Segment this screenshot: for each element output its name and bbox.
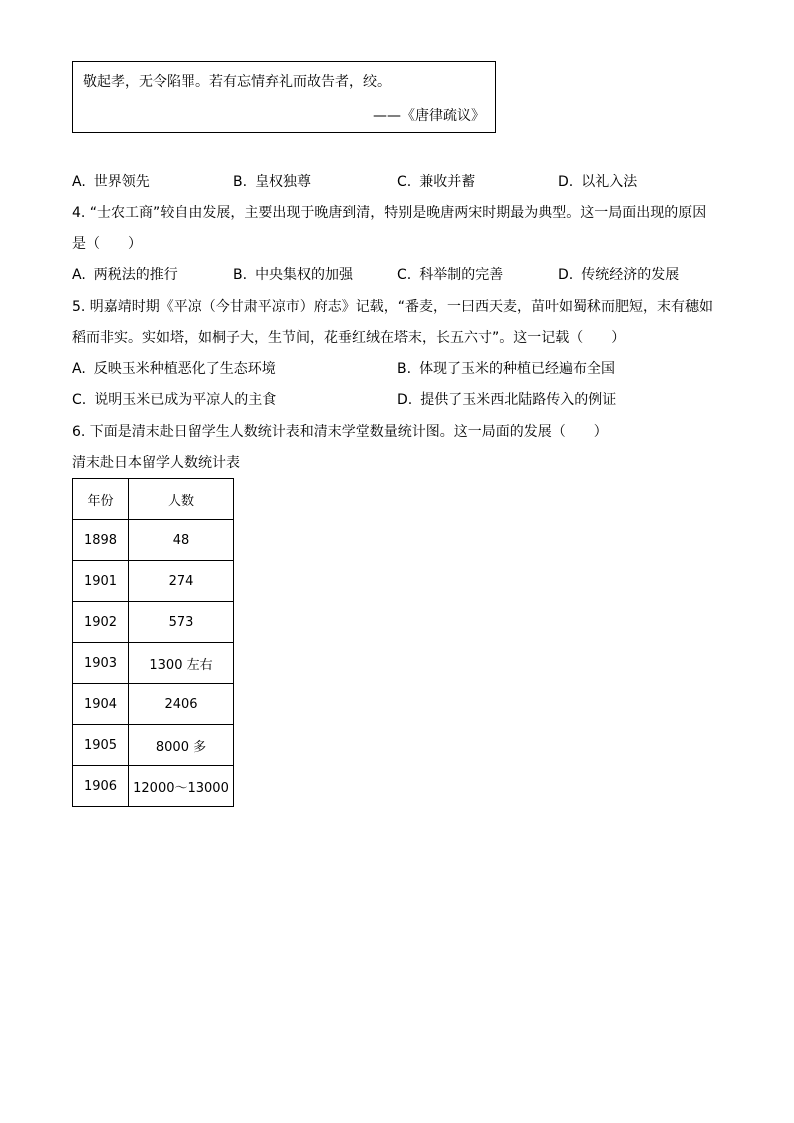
option-letter: D. [397, 392, 413, 408]
q4-option-b[interactable] [233, 265, 353, 285]
option-letter: B. [397, 361, 412, 377]
option-text: 体现了玉米的种植已经遍布全国 [419, 361, 616, 377]
option-text: 兼收并蓄 [419, 174, 476, 190]
cell-count: 274 [129, 561, 234, 602]
cell-count: 2406 [129, 684, 234, 725]
option-letter: A. [72, 267, 86, 283]
table-row [73, 766, 234, 807]
table-row [73, 520, 234, 561]
header-year: 年份 [73, 479, 129, 520]
table-row [73, 684, 234, 725]
option-letter: A. [72, 174, 86, 190]
cell-count: 1300 左右 [129, 643, 234, 684]
cell-year: 1904 [73, 684, 129, 725]
quote-text: 敬起孝，无令陷罪。若有忘情弃礼而故告者，绞。 [83, 74, 391, 90]
quote-box [72, 61, 496, 133]
table-row [73, 643, 234, 684]
option-text: 提供了玉米西北陆路传入的例证 [420, 392, 617, 408]
quote-source: ——《唐律疏议》 [373, 108, 485, 124]
option-text: 两税法的推行 [93, 267, 178, 283]
q4-stem-line1: 4. “士农工商”较自由发展，主要出现于晚唐到清，特别是晚唐两宋时期最为典型。这一局面出现的原因 [72, 205, 707, 221]
q5-option-d[interactable] [397, 390, 616, 410]
q5-option-c[interactable] [72, 390, 276, 410]
option-letter: C. [397, 267, 412, 283]
table-row [73, 561, 234, 602]
q4-option-c[interactable] [397, 265, 503, 285]
table-title: 清末赴日本留学人数统计表 [72, 455, 240, 471]
q4-option-a[interactable] [72, 265, 178, 285]
cell-year: 1905 [73, 725, 129, 766]
cell-year: 1903 [73, 643, 129, 684]
option-letter: D. [558, 267, 574, 283]
cell-count: 573 [129, 602, 234, 643]
cell-year: 1898 [73, 520, 129, 561]
study-abroad-table [72, 478, 234, 807]
q3-option-b[interactable] [233, 172, 311, 192]
q4-stem-line2: 是（ ） [72, 236, 142, 252]
cell-count: 12000～13000 [129, 766, 234, 807]
q3-option-d[interactable] [558, 172, 637, 192]
cell-year: 1901 [73, 561, 129, 602]
option-text: 科举制的完善 [419, 267, 504, 283]
option-text: 中央集权的加强 [255, 267, 354, 283]
cell-count: 48 [129, 520, 234, 561]
option-text: 以礼入法 [581, 174, 638, 190]
option-text: 皇权独尊 [255, 174, 312, 190]
table-header-row [73, 479, 234, 520]
q5-option-b[interactable] [397, 359, 615, 379]
table-row [73, 602, 234, 643]
option-letter: C. [397, 174, 412, 190]
q5-option-a[interactable] [72, 359, 276, 379]
q5-stem-line2: 稻而非实。实如塔，如桐子大，生节间，花垂红绒在塔末，长五六寸”。这一记载（ ） [72, 330, 626, 346]
q4-option-d[interactable] [558, 265, 679, 285]
cell-year: 1906 [73, 766, 129, 807]
option-text: 世界领先 [93, 174, 150, 190]
option-letter: D. [558, 174, 574, 190]
header-count: 人数 [129, 479, 234, 520]
q5-stem-line1: 5. 明嘉靖时期《平凉（今甘肃平凉市）府志》记载，“番麦，一曰西天麦，苗叶如蜀秫而肥短，末有穗如 [72, 299, 714, 315]
q3-option-c[interactable] [397, 172, 475, 192]
cell-count: 8000 多 [129, 725, 234, 766]
option-letter: B. [233, 174, 248, 190]
table-row [73, 725, 234, 766]
cell-year: 1902 [73, 602, 129, 643]
option-text: 反映玉米种植恶化了生态环境 [93, 361, 276, 377]
q6-stem: 6. 下面是清末赴日留学生人数统计表和清末学堂数量统计图。这一局面的发展（ ） [72, 424, 608, 440]
option-text: 说明玉米已成为平凉人的主食 [94, 392, 277, 408]
option-letter: C. [72, 392, 87, 408]
option-text: 传统经济的发展 [581, 267, 680, 283]
q3-option-a[interactable] [72, 172, 150, 192]
option-letter: A. [72, 361, 86, 377]
option-letter: B. [233, 267, 248, 283]
